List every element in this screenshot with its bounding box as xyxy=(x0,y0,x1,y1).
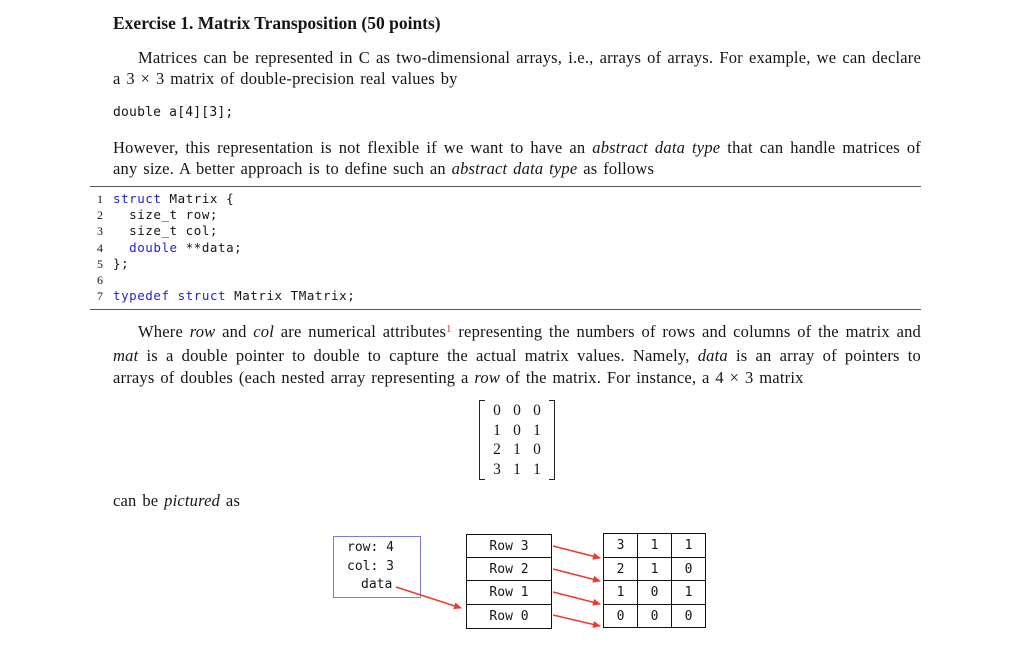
text-segment: as follows xyxy=(577,159,655,179)
row1-arrow xyxy=(553,592,600,604)
code-text xyxy=(113,191,234,207)
code-text xyxy=(113,207,218,223)
row-pointer: Row 2 xyxy=(467,558,551,581)
struct-box xyxy=(333,536,421,598)
matrix-cell: 1 xyxy=(533,421,541,439)
kw-segment: double xyxy=(129,239,178,255)
code-listing-line xyxy=(90,240,921,256)
em-segment: abstract data type xyxy=(451,159,578,179)
em-segment: mat xyxy=(113,346,139,366)
matrix-cell: 0 xyxy=(533,402,541,419)
value-cell: 0 xyxy=(638,581,672,605)
kw-segment: struct xyxy=(113,191,162,206)
intro-paragraph xyxy=(113,47,921,90)
line-number: 3 xyxy=(97,224,103,239)
text-segment: **data; xyxy=(177,239,243,255)
text-segment: that can handle matrices of any size. A better approach is to define such an xyxy=(113,138,921,179)
struct-row-field: row: 4 xyxy=(347,540,394,555)
value-cell: 1 xyxy=(672,534,706,558)
value-cell: 0 xyxy=(604,605,638,629)
matrix-cell: 3 xyxy=(493,460,501,478)
text-segment: of the matrix. For instance, a 4 × 3 matrix xyxy=(500,367,804,387)
text-segment: are numerical attributes xyxy=(274,322,447,341)
line-number: 4 xyxy=(97,240,103,255)
value-cell: 0 xyxy=(672,605,706,629)
line-number: 2 xyxy=(97,208,103,223)
text-segment: as xyxy=(220,491,241,510)
text-segment: Matrix TMatrix; xyxy=(226,288,356,304)
pictured-paragraph xyxy=(113,490,240,511)
em-segment: col xyxy=(253,322,275,341)
text-segment: Where xyxy=(138,322,190,341)
em-segment: pictured xyxy=(164,491,221,510)
matrix-cell: 0 xyxy=(493,402,501,419)
matrix-cell: 1 xyxy=(493,421,501,439)
explanation-paragraph xyxy=(113,321,921,388)
row-pointer-array xyxy=(466,534,552,629)
code-text xyxy=(113,288,355,304)
code-listing-line xyxy=(90,288,921,304)
matrix-cell: 1 xyxy=(533,460,541,478)
matrix-values-grid xyxy=(603,533,706,628)
code-text xyxy=(113,240,242,256)
code-listing-line xyxy=(90,207,921,223)
matrix-cell: 1 xyxy=(513,441,521,459)
text-segment: can be xyxy=(113,491,165,510)
em-segment: data xyxy=(697,346,728,366)
value-cell: 0 xyxy=(672,558,706,582)
row-pointer: Row 1 xyxy=(467,581,551,604)
matrix-display xyxy=(113,400,921,480)
text-segment: }; xyxy=(113,255,130,271)
em-segment: abstract data type xyxy=(592,138,721,157)
code-listing-line xyxy=(90,272,921,288)
line-number: 1 xyxy=(97,192,103,206)
line-number: 5 xyxy=(97,256,103,271)
value-cell: 1 xyxy=(638,558,672,582)
row-pointer: Row 0 xyxy=(489,608,529,624)
code-text xyxy=(113,223,218,239)
inline-code-declaration: double a[4][3]; xyxy=(113,105,234,120)
struct-col-field: col: 3 xyxy=(347,558,394,574)
code-listing xyxy=(90,186,921,310)
code-listing-line xyxy=(90,256,921,272)
line-number: 6 xyxy=(97,273,103,288)
text-segment: Matrix { xyxy=(161,191,235,206)
text-segment: However, this representation is not flexible if we want to have an xyxy=(113,138,593,157)
row-pointer: Row 3 xyxy=(467,535,551,558)
value-cell: 1 xyxy=(604,581,638,605)
row3-arrow xyxy=(553,546,600,558)
flexibility-paragraph xyxy=(113,137,921,180)
row0-arrow xyxy=(553,615,600,626)
text-segment: size_t row; xyxy=(113,207,218,223)
text-segment: representing the numbers of rows and columns of the matrix and xyxy=(451,322,921,341)
text-segment: Matrices can be represented in C as two-dimensional arrays, i.e., arrays of arrays. For example, we can declare a 3 × 3 matrix of double-precision real values by xyxy=(113,48,921,89)
text-segment: is an array of pointers to arrays of doubles (each nested array representing a xyxy=(113,346,921,387)
matrix-cell: 1 xyxy=(513,460,521,478)
exercise-title: Exercise 1. Matrix Transposition (50 points) xyxy=(113,13,441,33)
value-cell: 2 xyxy=(604,558,638,582)
code-text xyxy=(113,256,129,272)
em-segment: row xyxy=(189,322,216,341)
em-segment: row xyxy=(474,367,501,387)
value-cell: 1 xyxy=(638,534,672,558)
matrix-values xyxy=(485,400,549,480)
row2-arrow xyxy=(553,569,600,581)
matrix-cell: 0 xyxy=(533,441,541,459)
text-segment xyxy=(113,240,129,255)
right-bracket xyxy=(549,400,555,480)
matrix-cell: 2 xyxy=(493,441,501,459)
value-cell: 1 xyxy=(672,581,706,605)
struct-data-field: data xyxy=(361,577,393,592)
code-listing-line xyxy=(90,191,921,207)
matrix-cell: 0 xyxy=(513,402,521,419)
kw-segment: typedef struct xyxy=(113,288,227,304)
matrix-cell: 0 xyxy=(513,421,521,439)
text-segment: size_t col; xyxy=(113,223,218,239)
fn-segment: 1 xyxy=(446,324,452,335)
value-cell: 0 xyxy=(638,605,672,629)
text-segment: is a double pointer to double to capture the actual matrix values. Namely, xyxy=(138,346,698,366)
code-listing-line xyxy=(90,223,921,239)
text-segment: and xyxy=(215,322,254,341)
line-number: 7 xyxy=(97,289,103,304)
value-cell: 3 xyxy=(604,534,638,558)
